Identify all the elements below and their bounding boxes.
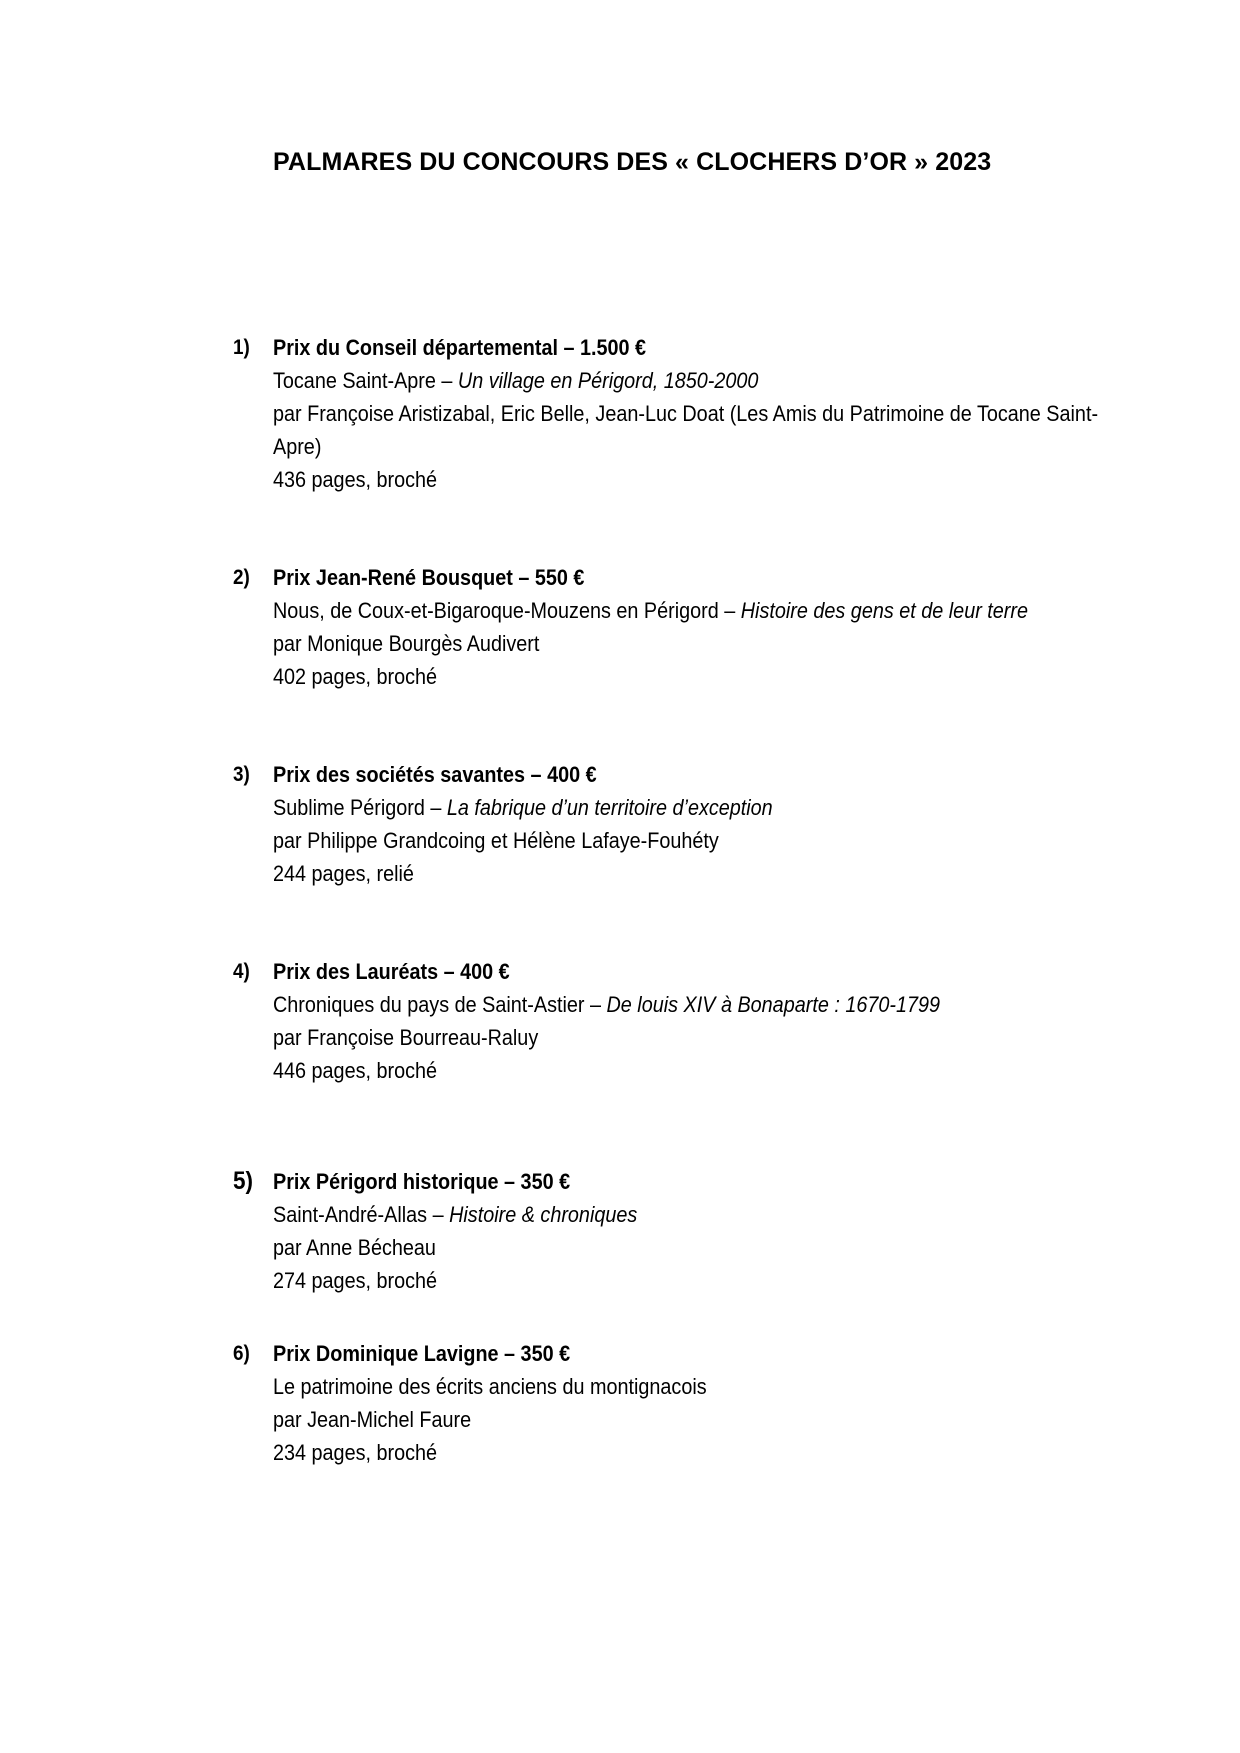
entry-number: 6): [233, 1342, 250, 1365]
work-subtitle: La fabrique d’un territoire d’exception: [446, 795, 773, 820]
work-title: Chroniques du pays de Saint-Astier –: [273, 992, 607, 1017]
work-title-line: [273, 1370, 1012, 1403]
work-subtitle: Histoire des gens et de leur terre: [740, 598, 1029, 623]
book-details: 244 pages, relié: [273, 861, 414, 886]
entry-number: 4): [233, 960, 250, 983]
authors: par Anne Bécheau: [273, 1235, 436, 1260]
work-title-line: [273, 791, 1012, 824]
work-title: Saint-André-Allas –: [273, 1202, 450, 1227]
entry-number: 1): [233, 336, 250, 359]
authors: par Françoise Aristizabal, Eric Belle, Jean-Luc Doat (Les Amis du Patrimoine de Tocane Saint-Apre): [273, 401, 1099, 459]
prize-name: Prix Périgord historique – 350 €: [273, 1169, 571, 1194]
authors: par Monique Bourgès Audivert: [273, 631, 540, 656]
work-subtitle: Un village en Périgord, 1850-2000: [457, 368, 759, 393]
work-title-line: [273, 594, 1029, 627]
book-details: 436 pages, broché: [273, 467, 438, 492]
entry-number: 5): [233, 1167, 254, 1195]
authors: par Philippe Grandcoing et Hélène Lafaye-Fouhéty: [273, 828, 719, 853]
prize-name: Prix Dominique Lavigne – 350 €: [273, 1341, 571, 1366]
entry-body: [273, 331, 1113, 496]
prize-name: Prix des sociétés savantes – 400 €: [273, 762, 597, 787]
work-title: Tocane Saint-Apre –: [273, 368, 458, 393]
work-title-line: [273, 988, 1012, 1021]
book-details: 274 pages, broché: [273, 1268, 438, 1293]
work-subtitle: Histoire & chroniques: [449, 1202, 638, 1227]
work-title: Le patrimoine des écrits anciens du montignacois: [273, 1374, 707, 1399]
prize-name: Prix des Lauréats – 400 €: [273, 959, 510, 984]
work-title: Nous, de Coux-et-Bigaroque-Mouzens en Périgord –: [273, 598, 741, 623]
entry-number: 3): [233, 763, 250, 786]
work-title-line: [273, 364, 1012, 397]
work-subtitle: De louis XIV à Bonaparte : 1670-1799: [606, 992, 941, 1017]
entry-body: [273, 955, 1113, 1087]
book-details: 234 pages, broché: [273, 1440, 438, 1465]
book-details: 402 pages, broché: [273, 664, 438, 689]
authors: par Jean-Michel Faure: [273, 1407, 472, 1432]
work-title-line: [273, 1198, 1012, 1231]
entry-body: [273, 1337, 1113, 1469]
book-details: 446 pages, broché: [273, 1058, 438, 1083]
prize-name: Prix du Conseil départemental – 1.500 €: [273, 335, 647, 360]
entry-number: 2): [233, 566, 250, 589]
page-title: PALMARES DU CONCOURS DES « CLOCHERS D’OR » 2023: [273, 148, 992, 176]
entry-body: [273, 758, 1113, 890]
entry-body: [273, 1165, 1113, 1297]
work-title: Sublime Périgord –: [273, 795, 447, 820]
entry-body: [273, 561, 1113, 693]
prize-name: Prix Jean-René Bousquet – 550 €: [273, 565, 585, 590]
authors: par Françoise Bourreau-Raluy: [273, 1025, 539, 1050]
